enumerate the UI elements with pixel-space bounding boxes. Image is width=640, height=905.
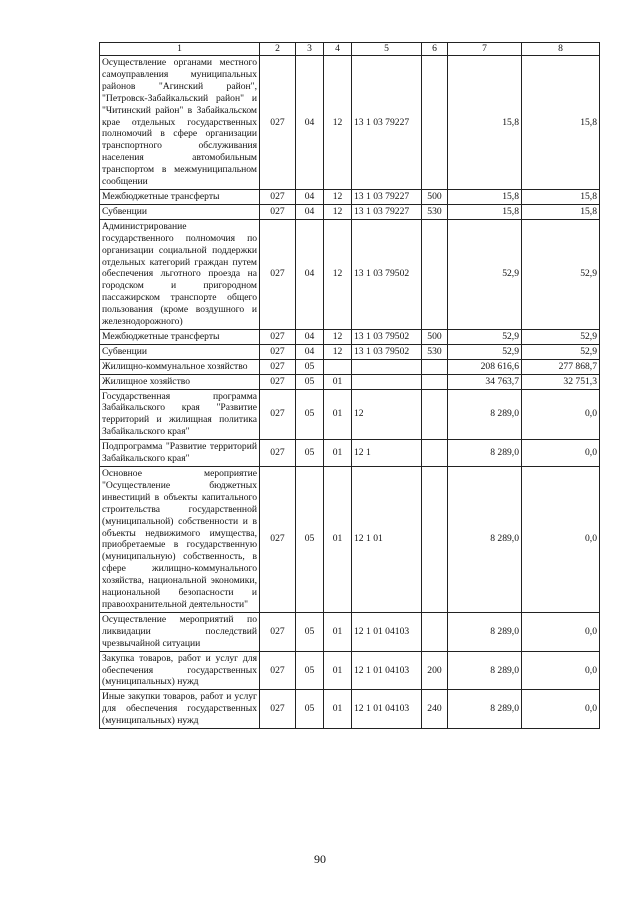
amount-year-2-cell: 15,8	[522, 204, 600, 219]
column-header: 6	[422, 43, 448, 56]
ministry-code-cell: 027	[260, 189, 296, 204]
amount-year-1-cell: 8 289,0	[448, 440, 522, 467]
amount-year-1-cell: 34 763,7	[448, 374, 522, 389]
amount-year-2-cell: 277 868,7	[522, 359, 600, 374]
amount-year-2-cell: 0,0	[522, 389, 600, 440]
expense-type-code-cell	[422, 56, 448, 190]
row-name-cell: Администрирование государственного полномочия по организации социальной поддержки отдельных категорий граждан путем обеспечения льготного проезда на городском и пригородном пассажирском транспорте общего пользования (кроме воздушного и железнодорожного)	[100, 219, 260, 329]
row-name-cell: Жилищно-коммунальное хозяйство	[100, 359, 260, 374]
column-header: 3	[296, 43, 324, 56]
column-header: 1	[100, 43, 260, 56]
amount-year-1-cell: 208 616,6	[448, 359, 522, 374]
subsection-code-cell: 01	[324, 440, 352, 467]
table-row	[100, 204, 600, 219]
section-code-cell: 05	[296, 359, 324, 374]
table-row	[100, 612, 600, 651]
amount-year-2-cell: 52,9	[522, 344, 600, 359]
table-row	[100, 374, 600, 389]
amount-year-2-cell: 32 751,3	[522, 374, 600, 389]
target-article-code-cell: 12 1 01 04103	[352, 690, 422, 729]
expense-type-code-cell	[422, 467, 448, 613]
amount-year-1-cell: 8 289,0	[448, 651, 522, 690]
section-code-cell: 04	[296, 344, 324, 359]
section-code-cell: 05	[296, 389, 324, 440]
ministry-code-cell: 027	[260, 204, 296, 219]
subsection-code-cell: 12	[324, 219, 352, 329]
section-code-cell: 04	[296, 56, 324, 190]
ministry-code-cell: 027	[260, 344, 296, 359]
amount-year-2-cell: 0,0	[522, 467, 600, 613]
subsection-code-cell: 12	[324, 344, 352, 359]
amount-year-1-cell: 8 289,0	[448, 467, 522, 613]
amount-year-2-cell: 0,0	[522, 440, 600, 467]
subsection-code-cell: 01	[324, 612, 352, 651]
row-name-cell: Субвенции	[100, 344, 260, 359]
ministry-code-cell: 027	[260, 612, 296, 651]
table-row	[100, 344, 600, 359]
row-name-cell: Жилищное хозяйство	[100, 374, 260, 389]
amount-year-2-cell: 52,9	[522, 329, 600, 344]
budget-table	[99, 42, 600, 729]
expense-type-code-cell	[422, 374, 448, 389]
table-row	[100, 467, 600, 613]
amount-year-1-cell: 52,9	[448, 219, 522, 329]
table-row	[100, 189, 600, 204]
subsection-code-cell	[324, 359, 352, 374]
target-article-code-cell: 12	[352, 389, 422, 440]
subsection-code-cell: 01	[324, 651, 352, 690]
subsection-code-cell: 12	[324, 204, 352, 219]
amount-year-2-cell: 0,0	[522, 612, 600, 651]
ministry-code-cell: 027	[260, 440, 296, 467]
ministry-code-cell: 027	[260, 389, 296, 440]
ministry-code-cell: 027	[260, 329, 296, 344]
expense-type-code-cell: 200	[422, 651, 448, 690]
amount-year-1-cell: 15,8	[448, 56, 522, 190]
expense-type-code-cell	[422, 612, 448, 651]
target-article-code-cell	[352, 374, 422, 389]
table-row	[100, 690, 600, 729]
section-code-cell: 05	[296, 651, 324, 690]
expense-type-code-cell: 240	[422, 690, 448, 729]
expense-type-code-cell: 500	[422, 189, 448, 204]
table-row	[100, 440, 600, 467]
row-name-cell: Осуществление мероприятий по ликвидации последствий чрезвычайной ситуации	[100, 612, 260, 651]
target-article-code-cell: 12 1	[352, 440, 422, 467]
amount-year-1-cell: 15,8	[448, 204, 522, 219]
subsection-code-cell: 12	[324, 329, 352, 344]
target-article-code-cell: 13 1 03 79502	[352, 219, 422, 329]
table-row	[100, 389, 600, 440]
amount-year-1-cell: 8 289,0	[448, 612, 522, 651]
subsection-code-cell: 12	[324, 189, 352, 204]
target-article-code-cell: 13 1 03 79227	[352, 204, 422, 219]
row-name-cell: Подпрограмма "Развитие территорий Забайкальского края"	[100, 440, 260, 467]
column-header: 5	[352, 43, 422, 56]
row-name-cell: Субвенции	[100, 204, 260, 219]
row-name-cell: Государственная программа Забайкальского края "Развитие территорий и жилищная политика Забайкальского края"	[100, 389, 260, 440]
amount-year-2-cell: 0,0	[522, 651, 600, 690]
target-article-code-cell: 13 1 03 79502	[352, 329, 422, 344]
table-row	[100, 56, 600, 190]
subsection-code-cell: 01	[324, 467, 352, 613]
amount-year-1-cell: 52,9	[448, 344, 522, 359]
section-code-cell: 04	[296, 204, 324, 219]
amount-year-2-cell: 0,0	[522, 690, 600, 729]
amount-year-2-cell: 15,8	[522, 56, 600, 190]
section-code-cell: 05	[296, 467, 324, 613]
column-header: 7	[448, 43, 522, 56]
expense-type-code-cell: 500	[422, 329, 448, 344]
expense-type-code-cell	[422, 359, 448, 374]
ministry-code-cell: 027	[260, 56, 296, 190]
expense-type-code-cell: 530	[422, 204, 448, 219]
column-header: 2	[260, 43, 296, 56]
section-code-cell: 05	[296, 440, 324, 467]
row-name-cell: Основное мероприятие "Осуществление бюджетных инвестиций в объекты капитального строительства государственной (муниципальной) собственности и в объекты недвижимого имущества, приобретаемые в государственную (муниципальную) собственность, в сфере жилищно-коммунального хозяйства, национальной экономики, национальной безопасности и правоохранительной деятельности"	[100, 467, 260, 613]
row-name-cell: Иные закупки товаров, работ и услуг для обеспечения государственных (муниципальных) нужд	[100, 690, 260, 729]
row-name-cell: Межбюджетные трансферты	[100, 329, 260, 344]
amount-year-1-cell: 8 289,0	[448, 389, 522, 440]
table-row	[100, 219, 600, 329]
subsection-code-cell: 01	[324, 690, 352, 729]
section-code-cell: 05	[296, 690, 324, 729]
table-row	[100, 329, 600, 344]
ministry-code-cell: 027	[260, 359, 296, 374]
ministry-code-cell: 027	[260, 219, 296, 329]
row-name-cell: Закупка товаров, работ и услуг для обеспечения государственных (муниципальных) нужд	[100, 651, 260, 690]
page-number: 90	[314, 852, 326, 866]
expense-type-code-cell: 530	[422, 344, 448, 359]
target-article-code-cell: 12 1 01 04103	[352, 651, 422, 690]
subsection-code-cell: 01	[324, 374, 352, 389]
amount-year-2-cell: 52,9	[522, 219, 600, 329]
row-name-cell: Межбюджетные трансферты	[100, 189, 260, 204]
amount-year-1-cell: 52,9	[448, 329, 522, 344]
row-name-cell: Осуществление органами местного самоуправления муниципальных районов "Агинский район", "Петровск-Забайкальский район" и "Читинский район" в Забайкальском крае отдельных государственных полномочий в сфере организации транспортного обслуживания населения автомобильным транспортом в межмуниципальном сообщении	[100, 56, 260, 190]
table-row	[100, 651, 600, 690]
amount-year-1-cell: 15,8	[448, 189, 522, 204]
subsection-code-cell: 12	[324, 56, 352, 190]
ministry-code-cell: 027	[260, 690, 296, 729]
expense-type-code-cell	[422, 219, 448, 329]
column-header: 4	[324, 43, 352, 56]
column-header: 8	[522, 43, 600, 56]
section-code-cell: 05	[296, 612, 324, 651]
amount-year-1-cell: 8 289,0	[448, 690, 522, 729]
expense-type-code-cell	[422, 389, 448, 440]
target-article-code-cell: 13 1 03 79227	[352, 56, 422, 190]
section-code-cell: 04	[296, 189, 324, 204]
section-code-cell: 05	[296, 374, 324, 389]
section-code-cell: 04	[296, 329, 324, 344]
target-article-code-cell: 13 1 03 79502	[352, 344, 422, 359]
amount-year-2-cell: 15,8	[522, 189, 600, 204]
target-article-code-cell: 12 1 01 04103	[352, 612, 422, 651]
target-article-code-cell	[352, 359, 422, 374]
ministry-code-cell: 027	[260, 467, 296, 613]
section-code-cell: 04	[296, 219, 324, 329]
ministry-code-cell: 027	[260, 651, 296, 690]
subsection-code-cell: 01	[324, 389, 352, 440]
target-article-code-cell: 13 1 03 79227	[352, 189, 422, 204]
table-row	[100, 359, 600, 374]
ministry-code-cell: 027	[260, 374, 296, 389]
expense-type-code-cell	[422, 440, 448, 467]
table-header-row	[100, 43, 600, 56]
target-article-code-cell: 12 1 01	[352, 467, 422, 613]
